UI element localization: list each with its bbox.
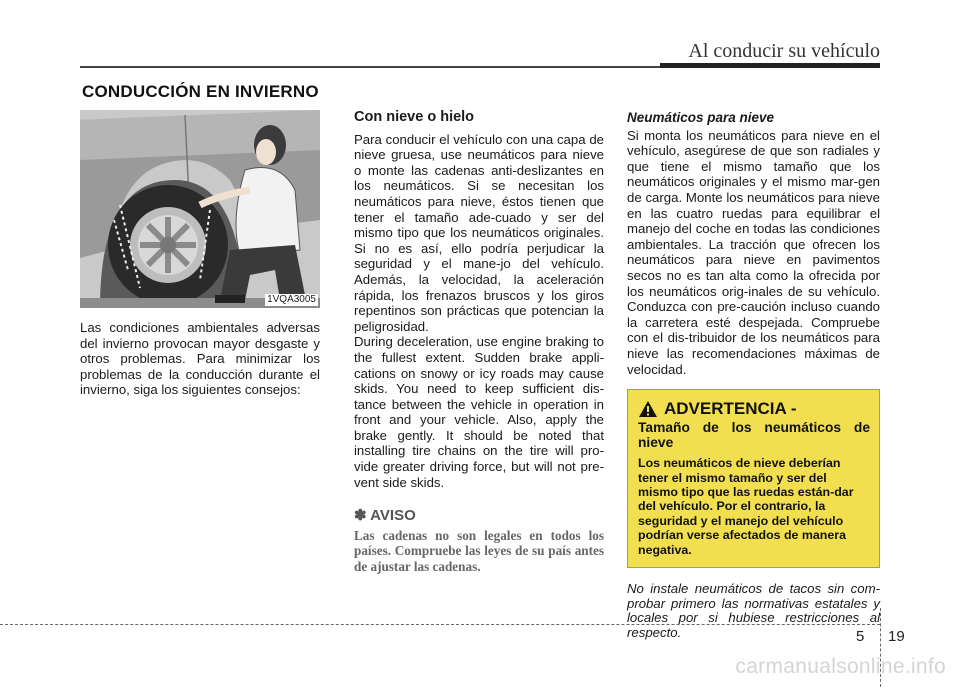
illustration-drawing [80, 110, 320, 308]
page-number: 19 [888, 628, 905, 645]
paragraph-deceleration: During deceleration, use engine braking to the fullest extent. Sudden brake appli-cations on snowy or icy roads may cause skids. You need to keep sufficient dis-tance between the vehicle in operation in front and your vehicle. Also, apply the brake gently. It should be noted that installing tire chains on the tire will pro-vide greater driving force, but will not pre-vent side skids. [354, 334, 604, 490]
warning-subtitle: Tamaño de los neumáticos de nieve [638, 420, 870, 451]
notice-text: Las cadenas no son legales en todos los países. Compruebe las leyes de su país antes de ajustar las cadenas. [354, 527, 604, 574]
figure-code: 1VQA3005 [267, 294, 316, 305]
subheading-snow-ice: Con nieve o hielo [354, 109, 475, 125]
section-title: CONDUCCIÓN EN INVIERNO [82, 82, 319, 101]
column-middle [354, 110, 604, 574]
warning-triangle-icon [638, 400, 658, 418]
warning-box [627, 389, 880, 568]
intro-paragraph: Las condiciones ambientales adversas del invierno provocan mayor desgaste y otros problemas. Para minimizar los problemas de la conducción durante el invierno, siga los siguientes consejos: [80, 320, 320, 398]
footer-rule [0, 624, 880, 625]
watermark: carmanualsonline.info [735, 655, 946, 678]
tire-chain-illustration [80, 110, 320, 308]
paragraph-snow-tires: Si monta los neumáticos para nieve en el vehículo, asegúrese de que son radiales y que tiene el mismo tamaño que los neumáticos originales y el mismo mar-gen de carga. Monte los neumáticos para nieve en las cuatro ruedas para equilibrar el manejo del coche en todas las condiciones ambientales. La tracción que ofrecen los neumáticos para nieve en pavimentos secos no es tan alta como la ofrecida por los neumáticos orig-inales de su vehículo. Conduzca con pre-caución incluso cuando la carretera esté despejada. Compruebe con el dis-tribuidor de los neumáticos para nieve las recomendaciones máximas de velocidad. [627, 127, 880, 377]
chapter-number: 5 [856, 628, 865, 645]
header-rule-accent [660, 63, 880, 68]
warning-title: ADVERTENCIA - [664, 399, 797, 419]
subheading-snow-tires: Neumáticos para nieve [627, 110, 775, 125]
column-right [627, 110, 880, 640]
column-left [80, 110, 320, 398]
paragraph-snow-ice: Para conducir el vehículo con una capa de nieve gruesa, use neumáticos para nieve o monte las cadenas anti-deslizantes en los neumáticos. Si se necesitan los neumáticos para nieve, éstos tienen que tener el tamaño ade-cuado y ser del mismo tipo que los neumáticos originales. Si no es así, ello podría perjudicar la seguridad y el mane-jo del vehículo. Además, la velocidad, la aceleración rápida, los frenazos bruscos y los giros repentinos son prácticas que potencian la peligrosidad. [354, 131, 604, 334]
warning-header [638, 400, 870, 418]
studded-tire-note: No instale neumáticos de tacos sin com-probar primero las normativas estatales y locales por si hubiese restricciones al respecto. [627, 580, 880, 640]
chapter-title: Al conducir su vehículo [688, 40, 880, 62]
warning-text: Los neumáticos de nieve deberían tener el mismo tamaño y ser del mismo tipo que las ruedas están-dar del vehículo. Por el contrario, la seguridad y el manejo del vehículo podrían verse afectados de manera negativa. [638, 456, 854, 557]
notice-title: ✽ AVISO [354, 507, 416, 525]
